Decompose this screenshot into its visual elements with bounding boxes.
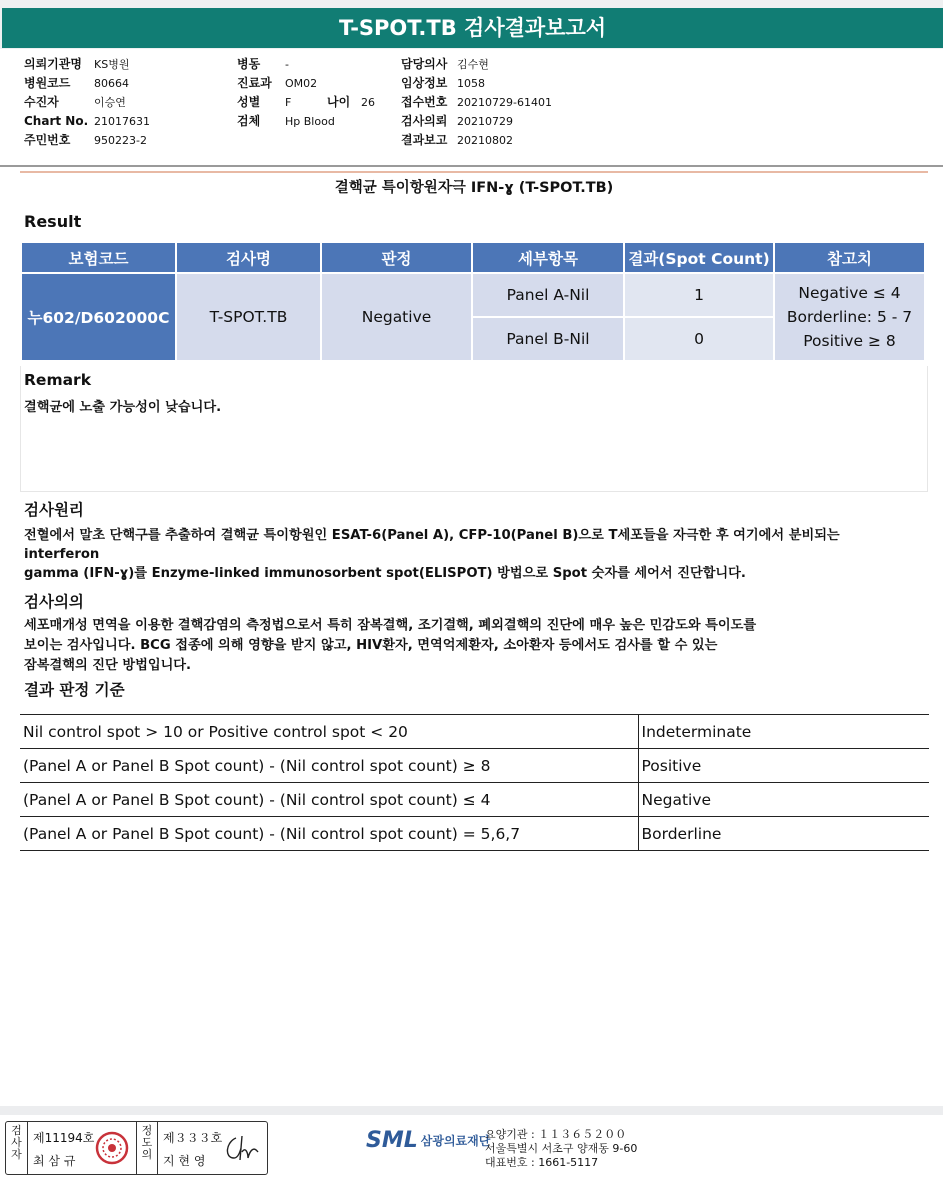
info-row xyxy=(401,131,552,150)
info-label: 병원코드 xyxy=(24,76,71,90)
info-label: 나이 xyxy=(327,95,351,109)
criteria-label: 결과 판정 기준 xyxy=(24,681,125,699)
info-value: 20210729 xyxy=(457,115,513,128)
inspector-license: 제11194호 xyxy=(33,1131,95,1145)
info-label: 병동 xyxy=(237,57,261,71)
info-label: 성별 xyxy=(237,95,261,109)
criteria-result: Borderline xyxy=(638,817,929,851)
principle-line: gamma (IFN-ɣ)를 Enzyme-linked immunosorbent spot(ELISPOT) 방법으로 Spot 숫자를 세어서 진단합니다. xyxy=(24,566,746,581)
info-row xyxy=(24,74,150,93)
info-col-1 xyxy=(24,55,150,150)
header-reference: 참고치 xyxy=(775,243,924,272)
org-info-line: 서울특별시 서초구 양재동 9-60 xyxy=(485,1142,638,1155)
info-row xyxy=(401,55,552,74)
info-row xyxy=(237,55,375,74)
criteria-table xyxy=(20,714,929,851)
org-info-line: 대표번호 : 1661-5117 xyxy=(485,1156,599,1169)
info-label: 접수번호 xyxy=(401,95,448,109)
info-value: 950223-2 xyxy=(94,134,147,147)
significance-line: 잠복결핵의 진단 방법입니다. xyxy=(24,658,192,673)
info-value: 21017631 xyxy=(94,115,150,128)
organization-name: 삼광의료재단 xyxy=(420,1134,491,1148)
info-value: F xyxy=(285,96,292,109)
table-row xyxy=(20,783,929,817)
info-label: 담당의사 xyxy=(401,57,448,71)
table-row xyxy=(22,274,924,316)
info-value: 80664 xyxy=(94,77,129,90)
info-row xyxy=(24,93,150,112)
info-label: 결과보고 xyxy=(401,133,448,147)
qc-vertical-label: 정 도 의 xyxy=(136,1122,158,1174)
criteria-result: Negative xyxy=(638,783,929,817)
section-divider xyxy=(20,171,928,173)
significance-label: 검사의의 xyxy=(24,593,84,611)
info-row xyxy=(401,112,552,131)
detail-item-cell: Panel A-Nil xyxy=(473,274,623,316)
criteria-result: Positive xyxy=(638,749,929,783)
significance-line: 세포매개성 면역을 이용한 결핵감염의 측정법으로서 특히 잠복결핵, 조기결핵, 폐외결핵의 진단에 매우 높은 민감도와 특이도를 xyxy=(24,618,757,633)
organization-logo xyxy=(366,1128,490,1153)
info-row xyxy=(401,74,552,93)
info-label: 의뢰기관명 xyxy=(24,57,82,71)
criteria-result: Indeterminate xyxy=(638,715,929,749)
info-value: OM02 xyxy=(285,77,318,90)
signature-icon xyxy=(222,1132,262,1166)
info-value: 20210802 xyxy=(457,134,513,147)
info-label: Chart No. xyxy=(24,114,89,128)
qc-license: 제３３３호 xyxy=(163,1131,223,1145)
judgement-cell: Negative xyxy=(322,274,471,360)
info-value: 26 xyxy=(361,96,375,109)
info-value: Hp Blood xyxy=(285,115,335,128)
inspector-name: 최 삼 규 xyxy=(33,1154,76,1168)
criteria-condition: (Panel A or Panel B Spot count) - (Nil control spot count) ≤ 4 xyxy=(20,783,638,817)
insurance-code-cell: 누602/D602000C xyxy=(22,274,175,360)
info-value: 김수현 xyxy=(457,58,489,71)
table-row xyxy=(20,715,929,749)
header-judgement: 판정 xyxy=(322,243,471,272)
reference-cell xyxy=(775,274,924,360)
table-row xyxy=(20,817,929,851)
significance-line: 보이는 검사입니다. BCG 접종에 의해 영향을 받지 않고, HIV환자, 면역억제환자, 소아환자 등에서도 검사를 할 수 있는 xyxy=(24,638,718,653)
info-row xyxy=(237,93,375,112)
info-label: 수진자 xyxy=(24,95,59,109)
info-value: KS병원 xyxy=(94,58,130,71)
info-label: 검체 xyxy=(237,114,261,128)
inspector-vertical-label: 검 사 자 xyxy=(6,1122,28,1174)
reference-positive: Positive ≥ 8 xyxy=(803,332,896,350)
info-value: 1058 xyxy=(457,77,485,90)
spot-count-cell: 0 xyxy=(625,318,773,360)
report-title: T-SPOT.TB 검사결과보고서 xyxy=(2,8,943,48)
info-label: 진료과 xyxy=(237,76,272,90)
info-row xyxy=(24,131,150,150)
seal-stamp-icon xyxy=(95,1131,129,1165)
info-row xyxy=(401,93,552,112)
criteria-condition: (Panel A or Panel B Spot count) - (Nil control spot count) ≥ 8 xyxy=(20,749,638,783)
info-row xyxy=(237,74,375,93)
detail-item-cell: Panel B-Nil xyxy=(473,318,623,360)
info-row xyxy=(237,112,375,131)
info-label: 임상정보 xyxy=(401,76,448,90)
qc-name: 지 현 영 xyxy=(163,1154,206,1168)
info-label: 검사의뢰 xyxy=(401,114,448,128)
criteria-condition: (Panel A or Panel B Spot count) - (Nil control spot count) = 5,6,7 xyxy=(20,817,638,851)
info-row xyxy=(24,112,150,131)
remark-label: Remark xyxy=(24,371,92,389)
info-value: 이승연 xyxy=(94,96,126,109)
info-value: 20210729-61401 xyxy=(457,96,552,109)
info-row xyxy=(24,55,150,74)
remark-text: 결핵균에 노출 가능성이 낮습니다. xyxy=(24,400,222,415)
header-insurance-code: 보험코드 xyxy=(22,243,175,272)
signature-box xyxy=(5,1121,268,1175)
principle-line: interferon xyxy=(24,547,100,562)
header-spot-count: 결과(Spot Count) xyxy=(625,243,773,272)
table-row xyxy=(20,749,929,783)
principle-label: 검사원리 xyxy=(24,501,84,519)
result-header-row xyxy=(22,243,924,272)
section-title: 결핵균 특이항원자극 IFN-ɣ (T-SPOT.TB) xyxy=(334,180,614,196)
result-label: Result xyxy=(24,212,82,231)
test-name-cell: T-SPOT.TB xyxy=(177,274,320,360)
result-table xyxy=(20,241,926,362)
organization-info xyxy=(485,1128,637,1170)
reference-negative: Negative ≤ 4 xyxy=(798,284,901,302)
spot-count-cell: 1 xyxy=(625,274,773,316)
info-label: 주민번호 xyxy=(24,133,71,147)
header-test-name: 검사명 xyxy=(177,243,320,272)
header-divider xyxy=(0,165,943,167)
info-col-3 xyxy=(401,55,552,150)
sml-logo-icon: SML xyxy=(366,1128,418,1153)
remark-box xyxy=(20,366,928,492)
header-detail-item: 세부항목 xyxy=(473,243,623,272)
principle-line: 전혈에서 말초 단핵구를 추출하여 결핵균 특이항원인 ESAT-6(Panel A), CFP-10(Panel B)으로 T세포들을 자극한 후 여기에서 분비되는 xyxy=(24,528,840,543)
criteria-condition: Nil control spot > 10 or Positive control spot < 20 xyxy=(20,715,638,749)
footer-divider xyxy=(0,1106,943,1115)
org-info-line: 요양기관 : １１３６５２００ xyxy=(485,1128,627,1141)
info-col-2 xyxy=(237,55,375,131)
info-value: - xyxy=(285,58,289,71)
reference-borderline: Borderline: 5 - 7 xyxy=(786,308,913,326)
